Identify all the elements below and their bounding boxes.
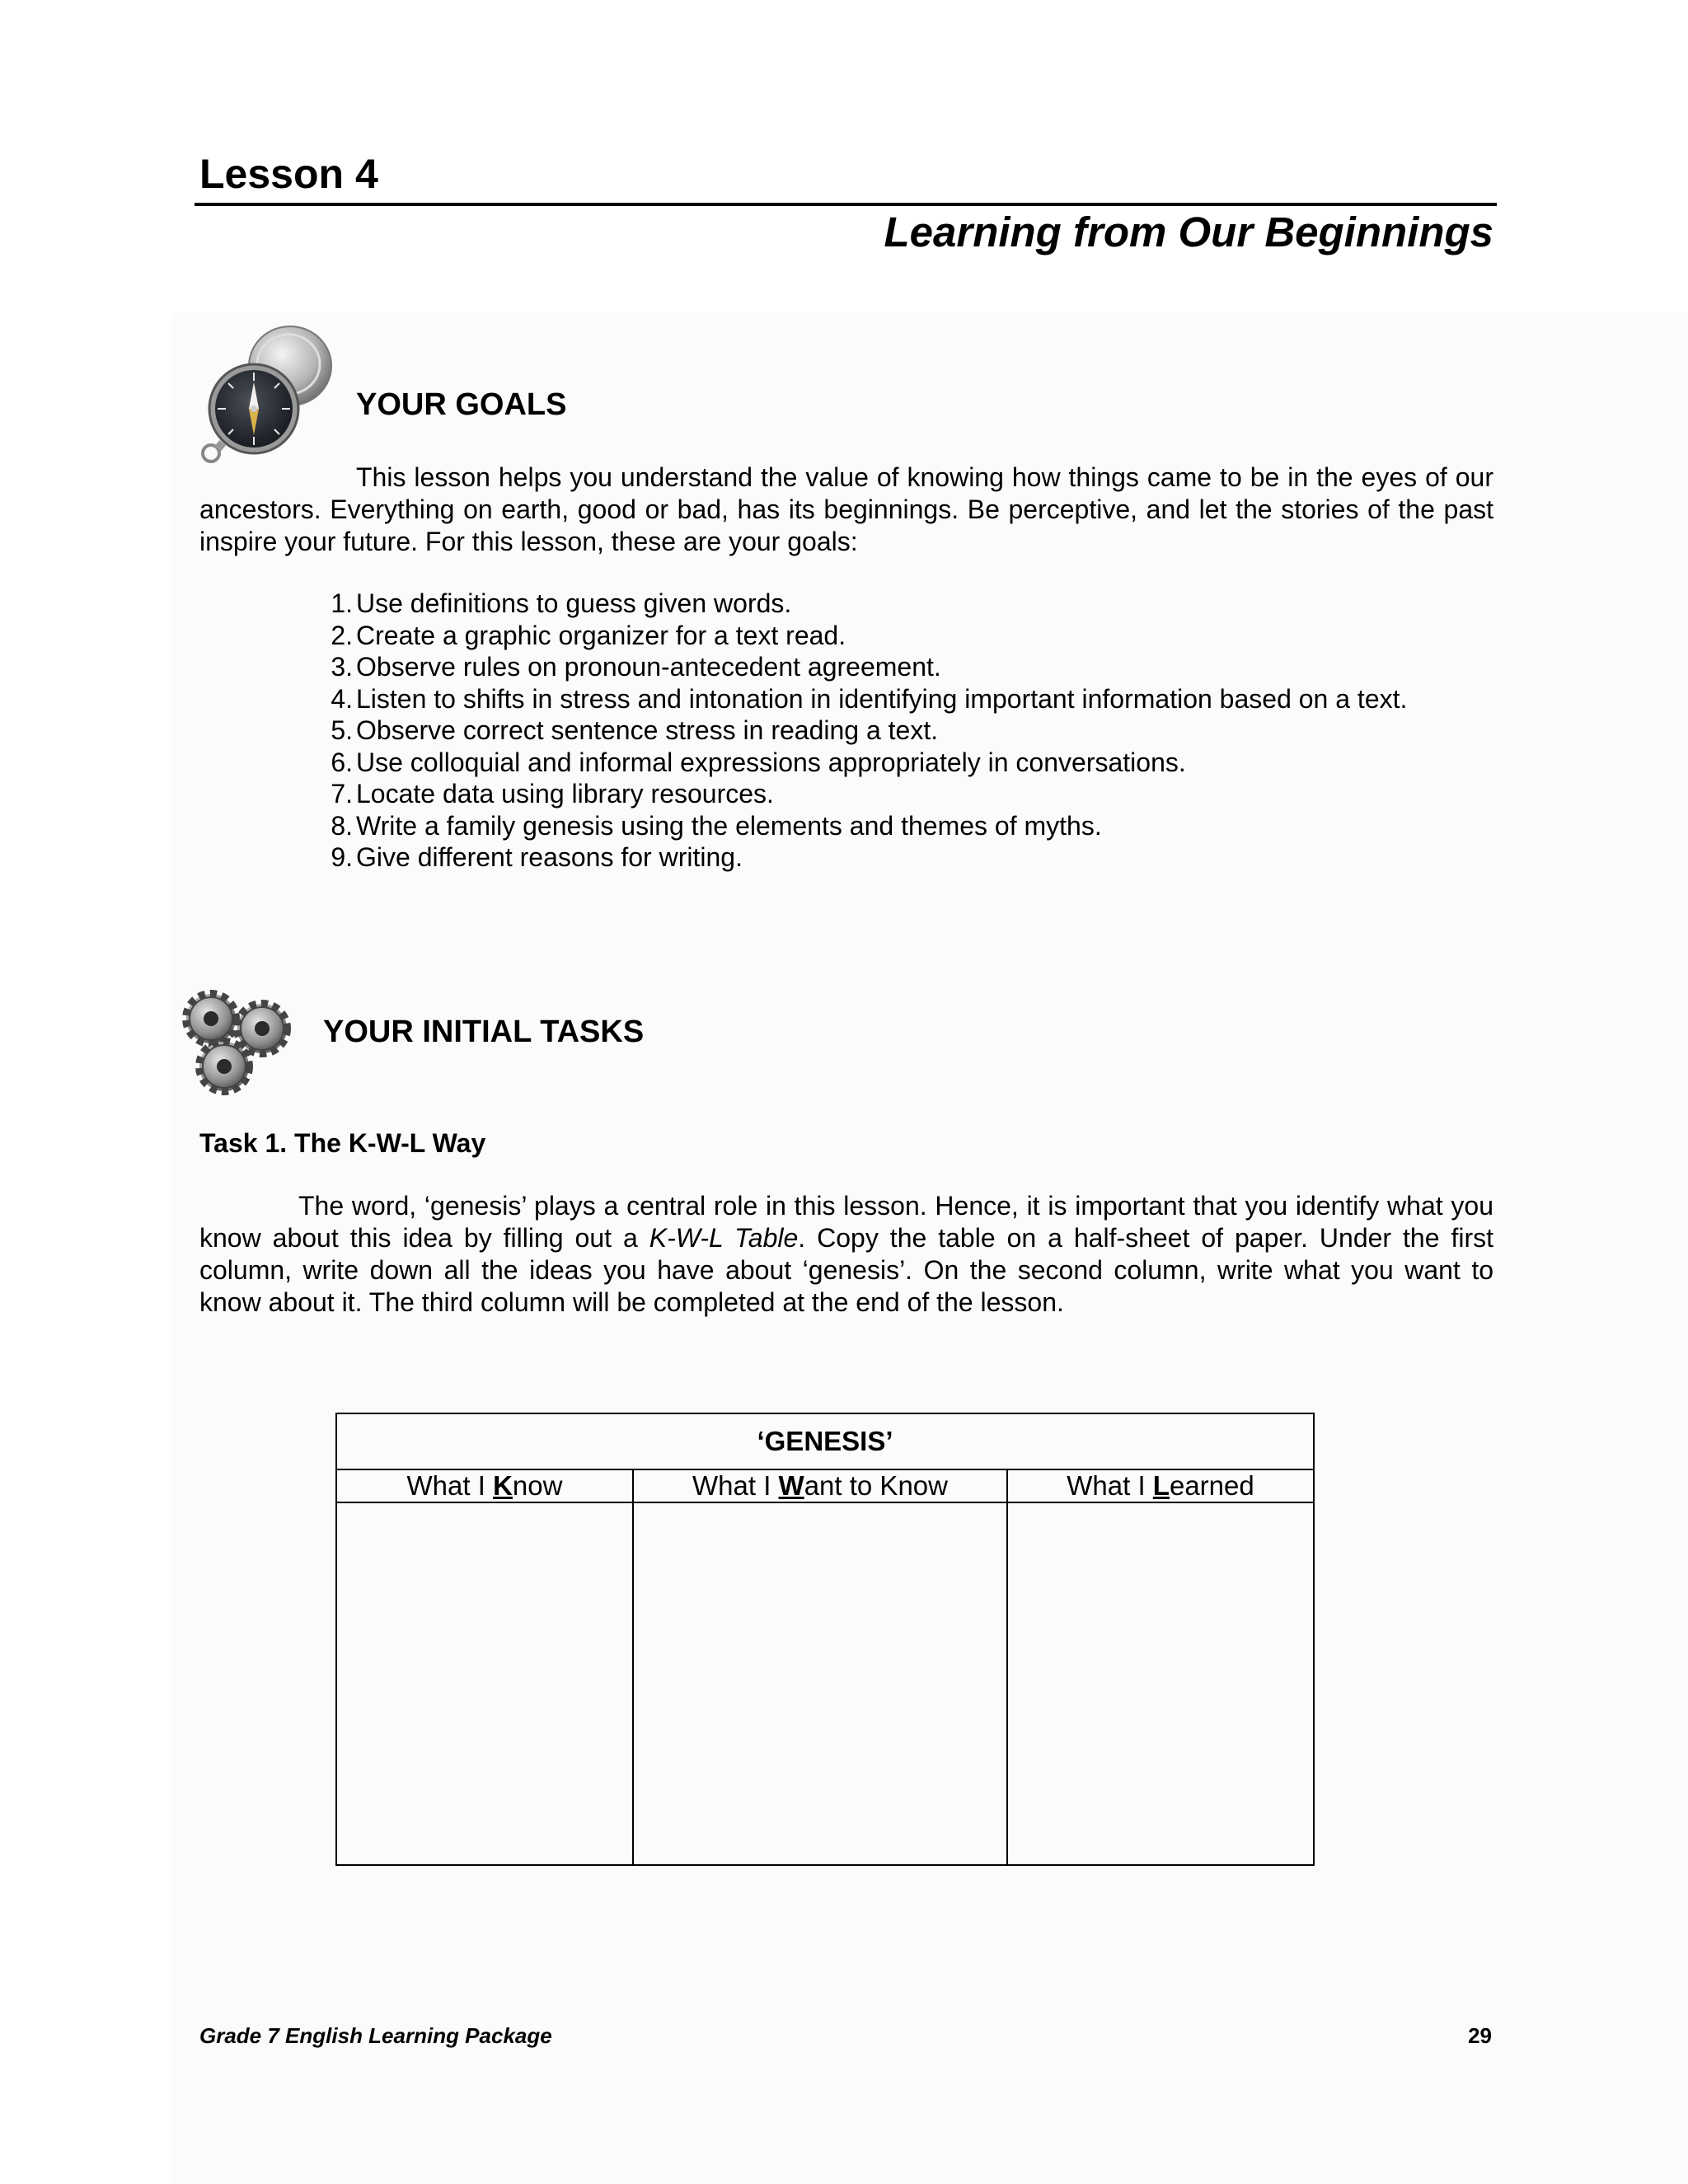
goal-number: 1. — [331, 588, 353, 618]
kwl-header-row — [336, 1469, 1314, 1502]
goal-item — [321, 778, 1407, 810]
column-key-letter: L — [1152, 1470, 1170, 1501]
kwl-title-row — [336, 1413, 1314, 1469]
goal-number: 4. — [331, 683, 353, 714]
goal-number: 7. — [331, 779, 353, 808]
column-header-learned — [1007, 1469, 1314, 1502]
lesson-title: Learning from Our Beginnings — [884, 209, 1493, 255]
goal-number: 5. — [331, 715, 353, 745]
goal-item — [321, 683, 1407, 715]
compass-icon — [198, 323, 334, 465]
goal-text: Use colloquial and informal expressions appropriately in conversations. — [356, 747, 1186, 777]
goal-text: Locate data using library resources. — [356, 779, 774, 808]
kwl-body-row — [336, 1502, 1314, 1865]
kwl-table — [335, 1413, 1315, 1866]
goal-number: 3. — [331, 652, 353, 682]
want-cell — [633, 1502, 1007, 1865]
goals-heading: YOUR GOALS — [356, 387, 567, 422]
column-key-letter: K — [493, 1470, 513, 1501]
column-suffix: now — [512, 1470, 563, 1501]
kwl-table-term: K-W-L Table — [649, 1223, 799, 1253]
goal-number: 9. — [331, 842, 353, 872]
learned-cell — [1007, 1502, 1314, 1865]
goal-item — [321, 620, 1407, 652]
goal-text: Give different reasons for writing. — [356, 842, 743, 872]
footer-title: Grade 7 English Learning Package — [199, 2023, 552, 2048]
initial-tasks-heading: YOUR INITIAL TASKS — [323, 1015, 645, 1049]
lesson-label: Lesson 4 — [199, 151, 378, 197]
column-prefix: What I — [692, 1470, 779, 1501]
task1-title: Task 1. The K-W-L Way — [199, 1128, 486, 1158]
column-header-know — [336, 1469, 633, 1502]
column-suffix: ant to Know — [804, 1470, 948, 1501]
goal-text: Write a family genesis using the elements and themes of myths. — [356, 810, 1102, 841]
goal-text: Listen to shifts in stress and intonation in identifying important information based on a text. — [356, 683, 1408, 714]
goal-item — [321, 588, 1407, 620]
column-header-want — [633, 1469, 1007, 1502]
goal-item — [321, 651, 1407, 683]
column-key-letter: W — [778, 1470, 804, 1501]
column-prefix: What I — [406, 1470, 494, 1501]
goal-number: 8. — [331, 810, 353, 841]
goal-text: Use definitions to guess given words. — [356, 588, 792, 618]
task1-text-part2: . Copy the table on a half-sheet of paper. Under the first column, write down all the ideas you have about ‘genesis’. On the second column, write what you want to know about it. The third column will be completed at the end of the lesson. — [199, 1223, 1494, 1317]
goal-item — [321, 810, 1407, 842]
goal-text: Observe rules on pronoun-antecedent agreement. — [356, 652, 941, 682]
gears-icon — [176, 981, 300, 1096]
goal-number: 2. — [331, 620, 353, 650]
goals-list — [321, 588, 1407, 874]
goal-text: Observe correct sentence stress in reading a text. — [356, 715, 939, 745]
kwl-title: ‘GENESIS’ — [336, 1413, 1314, 1469]
goal-item — [321, 715, 1407, 747]
know-cell — [336, 1502, 633, 1865]
column-prefix: What I — [1067, 1470, 1153, 1501]
task1-paragraph — [199, 1190, 1493, 1319]
page-number: 29 — [1468, 2023, 1492, 2048]
goal-item — [321, 841, 1407, 874]
goal-item — [321, 747, 1407, 779]
goal-number: 6. — [331, 747, 353, 777]
task1-text-part1: The word, ‘genesis’ plays a central role in this lesson. Hence, it is important that you identify what you know about this idea by filling out a — [199, 1191, 1493, 1253]
goal-text: Create a graphic organizer for a text read. — [356, 620, 846, 650]
goals-intro-paragraph: This lesson helps you understand the value of knowing how things came to be in the eyes of our ancestors. Everything on earth, good or bad, has its beginnings. Be perceptive, and let the stories of the past inspire your future. For this lesson, these are your goals: — [199, 462, 1493, 556]
column-suffix: earned — [1169, 1470, 1254, 1501]
